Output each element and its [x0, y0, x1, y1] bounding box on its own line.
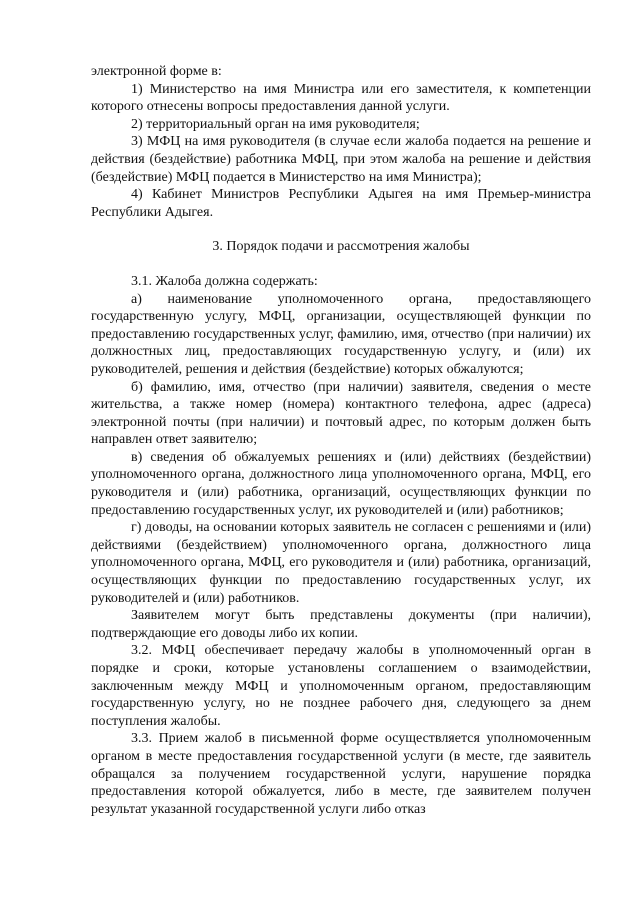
paragraph-list-item-4: 4) Кабинет Министров Республики Адыгея на имя Премьер-министра Республики Адыгея. — [91, 187, 591, 220]
section-heading: 3. Порядок подачи и рассмотрения жалобы — [212, 239, 470, 255]
paragraph-item-g: г) доводы, на основании которых заявитель не согласен с решениями и (или) действиями (бездействием) уполномоченного органа, должностного лица уполномоченного органа, МФЦ, его руководителя и (или) работника, организаций, осуществляющих функции по предоставлению государственных услуг, их руководителей и (или) работников. — [91, 520, 591, 606]
paragraph-list-item-1: 1) Министерство на имя Министра или его заместителя, к компетенции которого отнесены вопросы предоставления данной услуги. — [91, 81, 591, 115]
paragraph-documents-note: Заявителем могут быть представлены документы (при наличии), подтверждающие его доводы либо их копии. — [91, 608, 591, 641]
paragraph-3-2: 3.2. МФЦ обеспечивает передачу жалобы в уполномоченный орган в порядке и сроки, которые установлены соглашением о взаимодействии, заключенным между МФЦ и уполномоченным органом, предоставляющим государственную услугу, но не позднее рабочего дня, следующего за днем поступления жалобы. — [91, 643, 591, 729]
paragraph-intro-continuation: электронной форме в: — [91, 64, 222, 79]
paragraph-item-a: а) наименование уполномоченного органа, предоставляющего государственную услугу, МФЦ, организации, осуществляющей функции по предоставлению государственных услуг, фамилию, имя, отчество (при наличии) их должностных лиц, предоставляющих государственную услугу, и (или) их руководителей, решения и действия (бездействие) которых обжалуются; — [91, 291, 591, 377]
paragraph-item-b: б) фамилию, имя, отчество (при наличии) заявителя, сведения о месте жительства, а также номер (номера) контактного телефона, адрес (адреса) электронной почты (при наличии) и почтовый адрес, по которым должен быть направлен ответ заявителю; — [91, 379, 591, 448]
paragraph-3-3: 3.3. Прием жалоб в письменной форме осуществляется уполномоченным органом в месте предоставления государственной услуги (в месте, где заявитель обращался за получением государственной услуги, нарушение порядка предоставления которой обжалуется, либо в месте, где заявителем получен результат указанной государственной услуги либо отказ — [91, 731, 591, 817]
paragraph-item-v: в) сведения об обжалуемых решениях и (или) действиях (бездействии) уполномоченного органа, должностного лица уполномоченного органа, МФЦ, его руководителя и (или) работника, организаций, осуществляющих функции по предоставлению государственных услуг, их руководителей и (или) работников; — [91, 449, 591, 518]
paragraph-list-item-2: 2) территориальный орган на имя руководителя; — [131, 116, 420, 132]
paragraph-3-1: 3.1. Жалоба должна содержать: — [131, 273, 318, 289]
paragraph-list-item-3: 3) МФЦ на имя руководителя (в случае если жалоба подается на решение и действия (бездействие) работника МФЦ, при этом жалоба на решение и действия (бездействие) МФЦ подается в Министерство на имя Министра); — [91, 134, 591, 185]
document-page — [91, 63, 591, 818]
